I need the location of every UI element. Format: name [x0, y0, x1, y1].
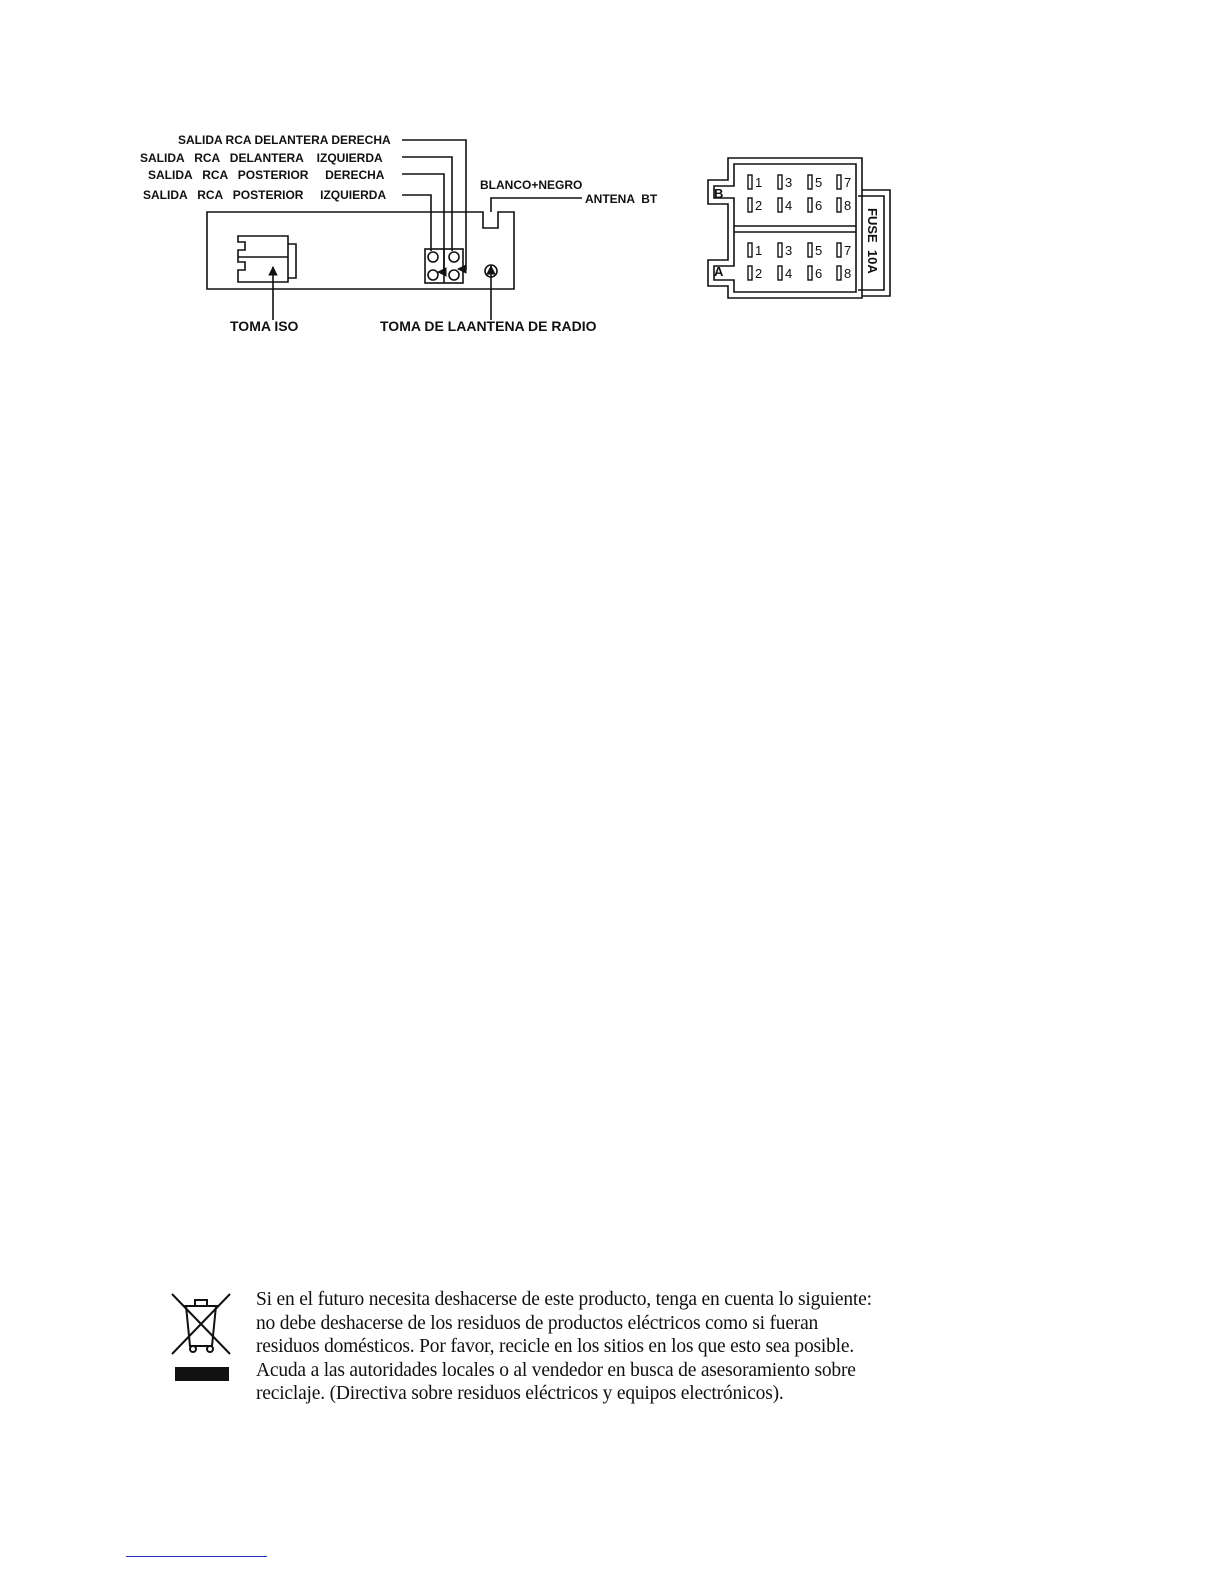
pin-number: 4: [785, 198, 793, 213]
pin-number: 5: [815, 175, 823, 190]
recycling-notice: [256, 1288, 956, 1406]
iso-connector-diagram: [0, 0, 1224, 400]
pin-number: 7: [844, 175, 852, 190]
pin-number: 4: [785, 266, 793, 281]
pin-number: 7: [844, 243, 852, 258]
pin-bar: [808, 198, 812, 212]
pin-number: 5: [815, 243, 823, 258]
pin-bar: [808, 243, 812, 257]
pin-number: 3: [785, 243, 793, 258]
pin-number: 8: [844, 266, 852, 281]
pin-bar: [748, 175, 752, 189]
pin-bar: [748, 266, 752, 280]
pin-bar: [837, 198, 841, 212]
label-iso-socket: TOMA ISO: [230, 318, 299, 334]
weee-crossed-bin-icon: [168, 1290, 238, 1386]
block-b-label: B: [714, 186, 724, 201]
pin-number: 8: [844, 198, 852, 213]
label-bt-antenna: ANTENA BT: [585, 192, 658, 206]
pin-bar: [778, 243, 782, 257]
label-white-black: BLANCO+NEGRO: [480, 178, 583, 192]
pin-bar: [837, 266, 841, 280]
notice-line: reciclaje. (Directiva sobre residuos eléctricos y equipos electrónicos).: [256, 1383, 784, 1404]
pin-bar: [778, 175, 782, 189]
notice-line: Si en el futuro necesita deshacerse de este producto, tenga en cuenta lo siguiente:: [256, 1289, 872, 1310]
pin-number: 2: [755, 266, 763, 281]
pin-number: 1: [755, 243, 763, 258]
label-radio-antenna-socket: TOMA DE LAANTENA DE RADIO: [380, 318, 597, 334]
pin-number: 1: [755, 175, 763, 190]
block-a-label: A: [714, 264, 724, 279]
notice-line: residuos domésticos. Por favor, recicle en los sitios en los que esto sea posible.: [256, 1336, 855, 1357]
pin-bar: [778, 198, 782, 212]
pin-bar: [778, 266, 782, 280]
label-rca-front-right: SALIDA RCA DELANTERA DERECHA: [178, 133, 391, 147]
footer-rule: [126, 1556, 267, 1557]
notice-line: no debe deshacerse de los residuos de productos eléctricos como si fueran: [256, 1312, 819, 1334]
pin-bar: [748, 198, 752, 212]
pin-bar: [837, 175, 841, 189]
pin-number: 6: [815, 198, 823, 213]
pin-bar: [808, 175, 812, 189]
pin-number: 6: [815, 266, 823, 281]
pin-bar: [837, 243, 841, 257]
pin-bar: [808, 266, 812, 280]
pin-number: 2: [755, 198, 763, 213]
fuse-label: FUSE 10A: [865, 208, 880, 274]
notice-line: Acuda a las autoridades locales o al vendedor en busca de asesoramiento sobre: [256, 1359, 856, 1381]
pin-bar: [748, 243, 752, 257]
label-rca-rear-right: SALIDA RCA POSTERIOR DERECHA: [148, 168, 385, 182]
label-rca-front-left: SALIDA RCA DELANTERA IZQUIERDA: [140, 151, 383, 165]
label-rca-rear-left: SALIDA RCA POSTERIOR IZQUIERDA: [143, 188, 387, 202]
pin-number: 3: [785, 175, 793, 190]
